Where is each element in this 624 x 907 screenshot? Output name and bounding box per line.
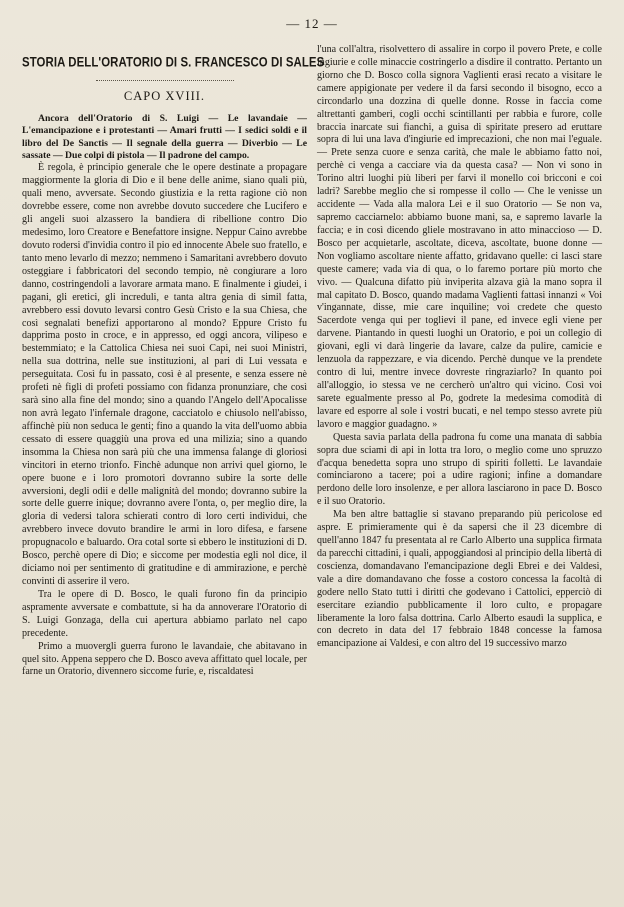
chapter-summary: Ancora dell'Oratorio di S. Luigi — Le lavandaie — L'emancipazione e i protestanti — Amari frutti — I sedici soldi e il libro del De Sanctis — Il segnale della guerra — Diverbio — Le sassate — Due colpi di pistola — Il padrone del campo. bbox=[22, 112, 307, 162]
running-head: STORIA DELL'ORATORIO DI S. FRANCESCO DI SALES bbox=[22, 55, 325, 70]
paragraph: l'una coll'altra, risolvettero di assalire in corpo il povero Prete, e colle ingiurie e colle minaccie costringerlo a disdire il contratto. Pertanto un giorno che D. Bosco colla signora Vaglienti erasi recato a visitare le camere appigionate per vedere il da farsi secondo il bisogno, ecco a circondarlo una dozzina di quelle donne. Rosse in faccia come altrettanti gamberi, cogli occhi scintillanti per rabbia e furore, colle braccia inarcate sui fianchi, a guisa di spiritate presero ad eruttare sopra di lui una lava d'ingiurie ed imprecazioni, che non mai l'eguale. — Prete senza cuore e senza carità, che male le abbiamo fatto noi, perchè ci venga a cacciare via da questa casa? — Non vi sono in Torino altri luoghi più liberi per farvi il monello coi bricconi e coi ladri? Sarebbe meglio che si rompesse il collo — Che le venisse un accidente — Vada alla malora Lei e il suo Oratorio — Se non va, sapremo cacciarnelo: abbiamo buone mani, sa, e sapremo lavarle la faccia; e in così dicendo gliele mostravano in atto minaccioso — D. Bosco per acquietarle, ascoltate, diceva, ascoltate, buone donne — Non vogliamo ascoltare niente affatto, gridavano quelle: ci lasci stare queste camere; vada via di qua, o lo faremo portare più morto che vivo. — Qualcuna difatto più inviperita alzava già la mano sopra il mal capitato D. Bosco, quando madama Vaglienti fattasi innanzi « Voi v'ingannate, disse, mie care inquiline; voi credete che questo Sacerdote venga qui per toglievi il pane, ed invece egli viene per darvene. Piantando in questi luoghi un Oratorio, e poi un collegio di giovani, egli vi darà lingerie da lavare, calze da pulire, camicie e lenzuola da rappezzare, e via dicendo. Perchè dunque ve la prendete contro di lui, mentre invece dovreste ringraziarlo? In quanto poi all'alloggio, io stessa ve ne cercherò un'altro qui vicino. Così voi sarete egualmente presso al Po, godrete la medesima comodità di lavare ed esporre al sole i vostri bucati, e nel tempo stesso avrete più lavoro e maggior guadagno. » bbox=[317, 44, 602, 430]
chapter-heading: CAPO XVIII. bbox=[123, 88, 206, 103]
title-rule bbox=[96, 80, 234, 81]
paragraph: Ma ben altre battaglie si stavano preparando più pericolose ed aspre. E primieramente qui è da sapersi che il 23 dicembre di quell'anno 1847 fu presentata al re Carlo Alberto una supplica firmata da parecchi cittadini, i quali, appoggiandosi al principio della libertà di coscienza, domandavano l'emancipazione degli Ebrei e dei Valdesi, vale a dire domandavano che fosse a costoro concessa la facoltà di godere nello Stato tutti i diritti che godevano i Cattolici, epperciò di esercitare eziandio pubblicamente il loro culto, e propagare liberamente la loro falsa dottrina. Carlo Alberto esaudì la supplica, e con decreto in data del 17 febbraio 1848 concesse la famosa emancipazione ai Valdesi, e con altro del 19 successivo marzo bbox=[317, 509, 602, 650]
page-number: — 12 — bbox=[286, 16, 338, 31]
paragraph: Questa savia parlata della padrona fu come una manata di sabbia sopra due sciami di api in lotta tra loro, o meglio come uno spruzzo d'acqua benedetta sopra uno strupo di spiriti folletti. Le lavandaie cominciarono a tacere; poi a udire ragioni; infine a domandare perdono delle loro insolenze, e per allora lasciarono in pace D. Bosco e il suo Oratorio. bbox=[317, 431, 602, 508]
paragraph: Tra le opere di D. Bosco, le quali furono fin da principio aspramente avversate e combattute, si ha da annoverare l'Oratorio di S. Luigi Gonzaga, della cui apertura abbiamo parlato nel capo precedente. bbox=[22, 588, 307, 639]
paragraph: Primo a muovergli guerra furono le lavandaie, che abitavano in quel sito. Appena seppero che D. Bosco aveva affittato quel locale, per farne un Oratorio, divennero siccome furie, e, riscaldatesi bbox=[22, 640, 307, 678]
paragraph: È regola, è principio generale che le opere destinate a propagare maggiormente la gloria di Dio e il bene delle anime, siano quali più, quali meno, avversate. Secondo giustizia e la retta ragione ciò non dovrebbe essere, come non avrebbe dovuto succedere che Lucifero e gli angeli suoi alzassero la bandiera di ribellione contro Dio medesimo, loro Creatore e Benefattore insigne. Neppur Caino avrebbe dovuto rodersi d'invidia contro il pio ed innocente Abele suo fratello, e tanto meno levarlo di mezzo; nemmeno i Samaritani avrebbero dovuto osteggiare i fabbricatori del secondo tempio, nè congiurare a loro danno, costringendoli a lavorare armata mano. E finalmente i giudei, i pagani, gli eretici, gli increduli, e tanta altra genia di simil fatta, avrebbero essi dovuto levarsi contro Gesù Cristo e la sua Chiesa, che così segnalati benefizi apportarono al mondo? Eppure Cristo fu dapprima posto in croce, e in appresso, ed oggi ancora, vilipeso e bestemmiato; e la Cattolica Chiesa nei suoi Capi, nei suoi Ministri, nella sua dottrina, nelle sue instituzioni, al pari di Lui vessata e perseguitata. Così fu in passato, così è al presente, e senza essere nè profeti nè figli di profeti possiamo con fidanza pronunziare, che così sarà sino alla fine del mondo; sino a quando l'Angelo dell'Apocalisse non avrà legato l'infernale dragone, cacciatolo e chiusolo nell'abisso, affinchè più non seduca le genti; fino a quando la vita dell'uomo abbia cessato di essere quaggiù una prova ed una milizia; sino a quando insomma la Chiesa non sarà più che una immensa falange di gloriosi vincitori in eterno trionfo. Finchè adunque non arrivi quel giorno, le opere buone e i loro promotori dovranno subire la sorte delle avversioni, degli odii e delle malignità del mondo; dovranno subire la sorte delle guerre inique; dovranno avere l'onta, o, per meglio dire, la gloria di vedersi talora schierati contro di loro certi individui, che avrebbero invece dovuto brandire le armi in loro difesa, e farsene propugnacolo e baluardo. Ora cotal sorte si ebbero le instituzioni di D. Bosco, perchè opere di Dio; e siccome per modestia egli nol dice, il diciamo noi per sentimento di gratitudine e di ammirazione, e perchè convinti di asserire il vero. bbox=[22, 162, 307, 587]
right-column bbox=[317, 44, 602, 651]
left-column bbox=[22, 55, 325, 679]
